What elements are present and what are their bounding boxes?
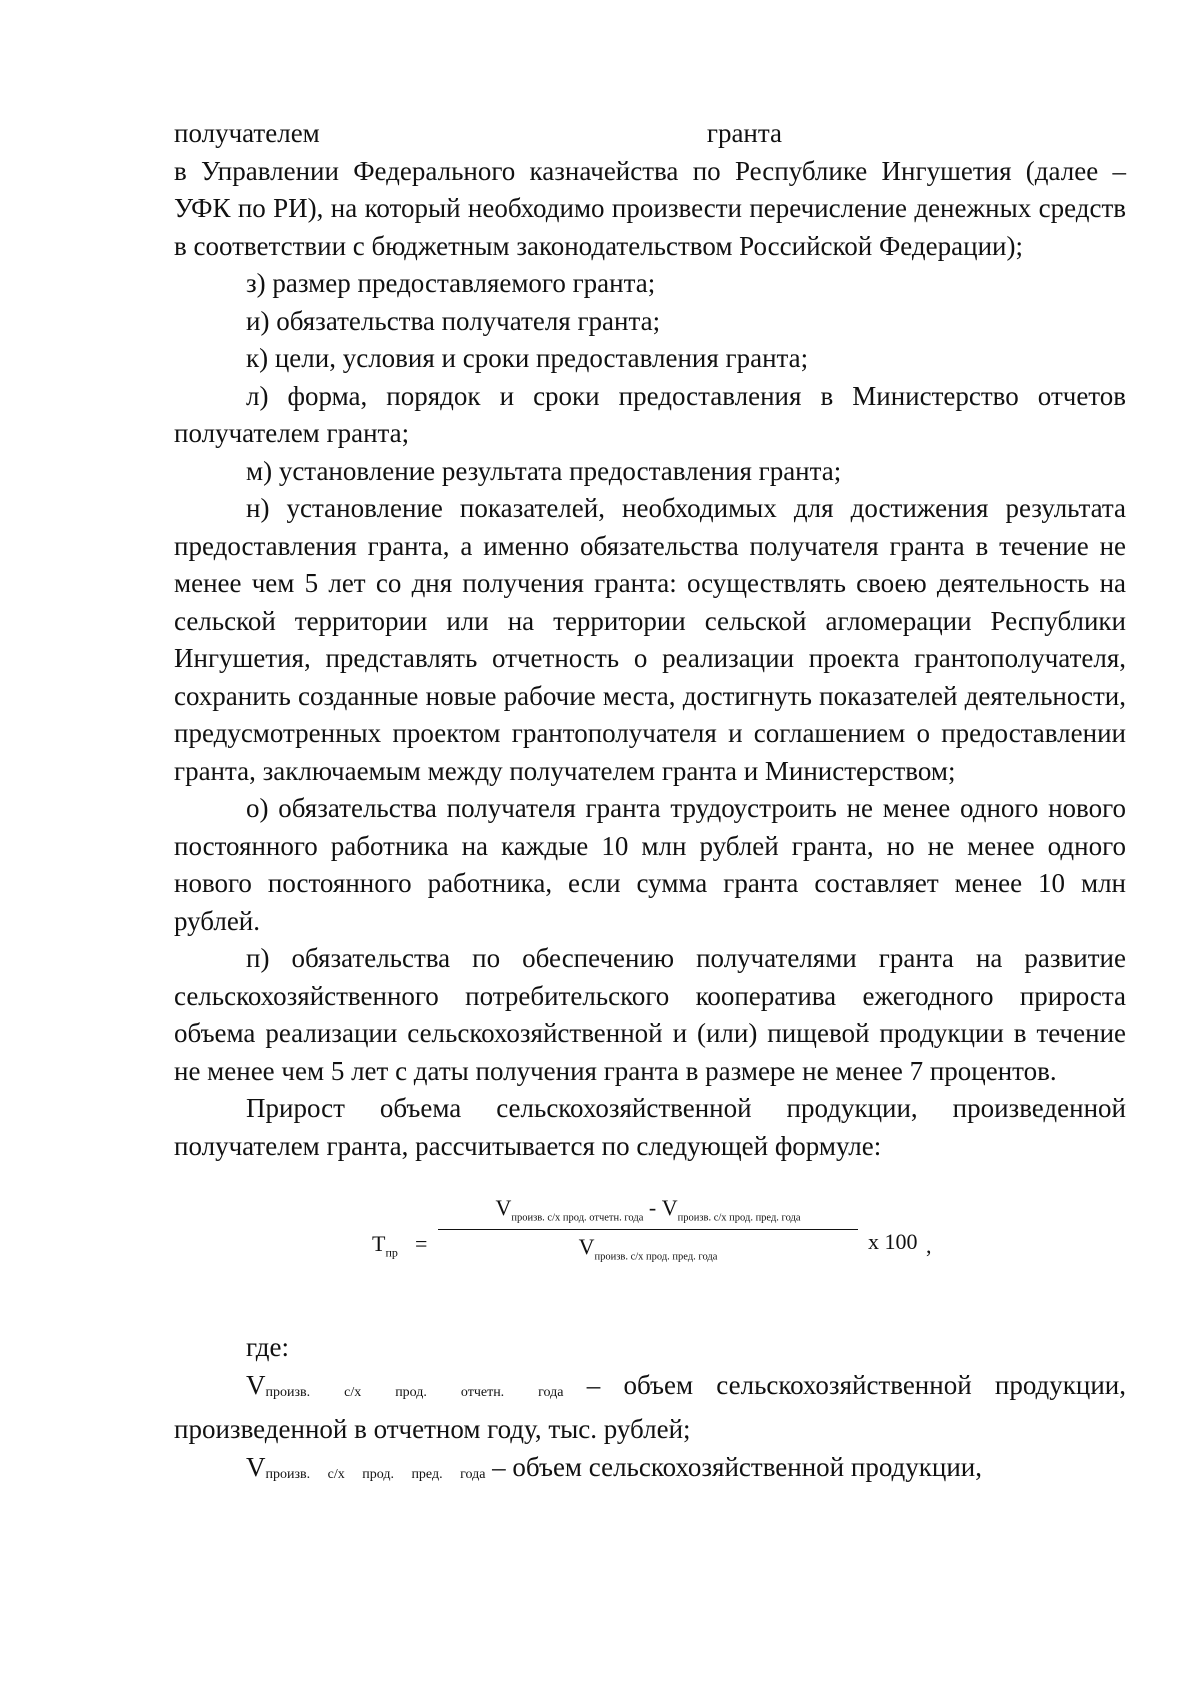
growth-formula [174,1189,1126,1309]
item-l: л) форма, порядок и сроки предоставления в Министерство отчетов получателем гранта; [174,380,1126,448]
first-line-right: гранта [706,118,782,148]
paragraph-ufk: в Управлении Федерального казначейства по Республике Ингушетия (далее – УФК по РИ), на который необходимо произвести перечисление денежных средств в соответствии с бюджетным законодательством Российской Федерации); [174,155,1126,261]
first-line [174,115,1126,153]
formula-denominator: $V_{произв. с/х прод. пред. года}$ [578,1234,718,1263]
document-page [174,115,1126,1493]
first-line-left: получателем [174,118,320,148]
formula-equals: = [415,1231,428,1256]
definition-previous-year: Vпроизв. с/х прод. пред. года – объем сельскохозяйственной продукции, [246,1451,982,1482]
definition-current-year: Vпроизв. с/х прод. отчетн. года – объем сельскохозяйственной продукции, произведенной в отчетном году, тыс. рублей; [174,1369,1126,1444]
item-k: к) цели, условия и сроки предоставления гранта; [246,343,809,373]
formula-comma: , [926,1233,932,1258]
fraction-bar [438,1229,858,1230]
where-label: где: [246,1332,289,1362]
formula-lhs: $T_{пр}$ [372,1231,398,1260]
formula-numerator: $V_{произв. с/х прод. отчетн. года} - V_{произв. с/х прод. пред. года}$ [495,1195,801,1224]
item-n: н) установление показателей, необходимых для достижения результата предоставления гранта, а именно обязательства получателя гранта в течение не менее чем 5 лет со дня получения гранта: осуществлять своею деятельность на сельской территории или на территории сельской агломерации Республики Ингушетия, представлять отчетность о реализации проекта грантополучателя, сохранить созданные новые рабочие места, достигнуть показателей деятельности, предусмотренных проектом грантополучателя и соглашением о предоставлении гранта, заключаемым между получателем гранта и Министерством; [174,493,1126,786]
item-z: з) размер предоставляемого гранта; [246,268,656,298]
item-p: п) обязательства по обеспечению получателями гранта на развитие сельскохозяйственного потребительского кооператива ежегодного прироста объема реализации сельскохозяйственной и (или) пищевой продукции в течение не менее чем 5 лет с даты получения гранта в размере не менее 7 процентов. [174,943,1126,1086]
item-i: и) обязательства получателя гранта; [246,305,661,336]
formula-fraction [438,1195,858,1263]
growth-intro: Прирост объема сельскохозяйственной продукции, произведенной получателем гранта, рассчитывается по следующей формуле: [174,1093,1126,1161]
item-m: м) установление результата предоставления гранта; [246,455,842,486]
formula-multiplier: x 100 [868,1229,918,1254]
item-o: о) обязательства получателя гранта трудоустроить не менее одного нового постоянного работника на каждые 10 млн рублей гранта, но не менее одного нового постоянного работника, если сумма гранта составляет менее 10 млн рублей. [174,793,1126,936]
